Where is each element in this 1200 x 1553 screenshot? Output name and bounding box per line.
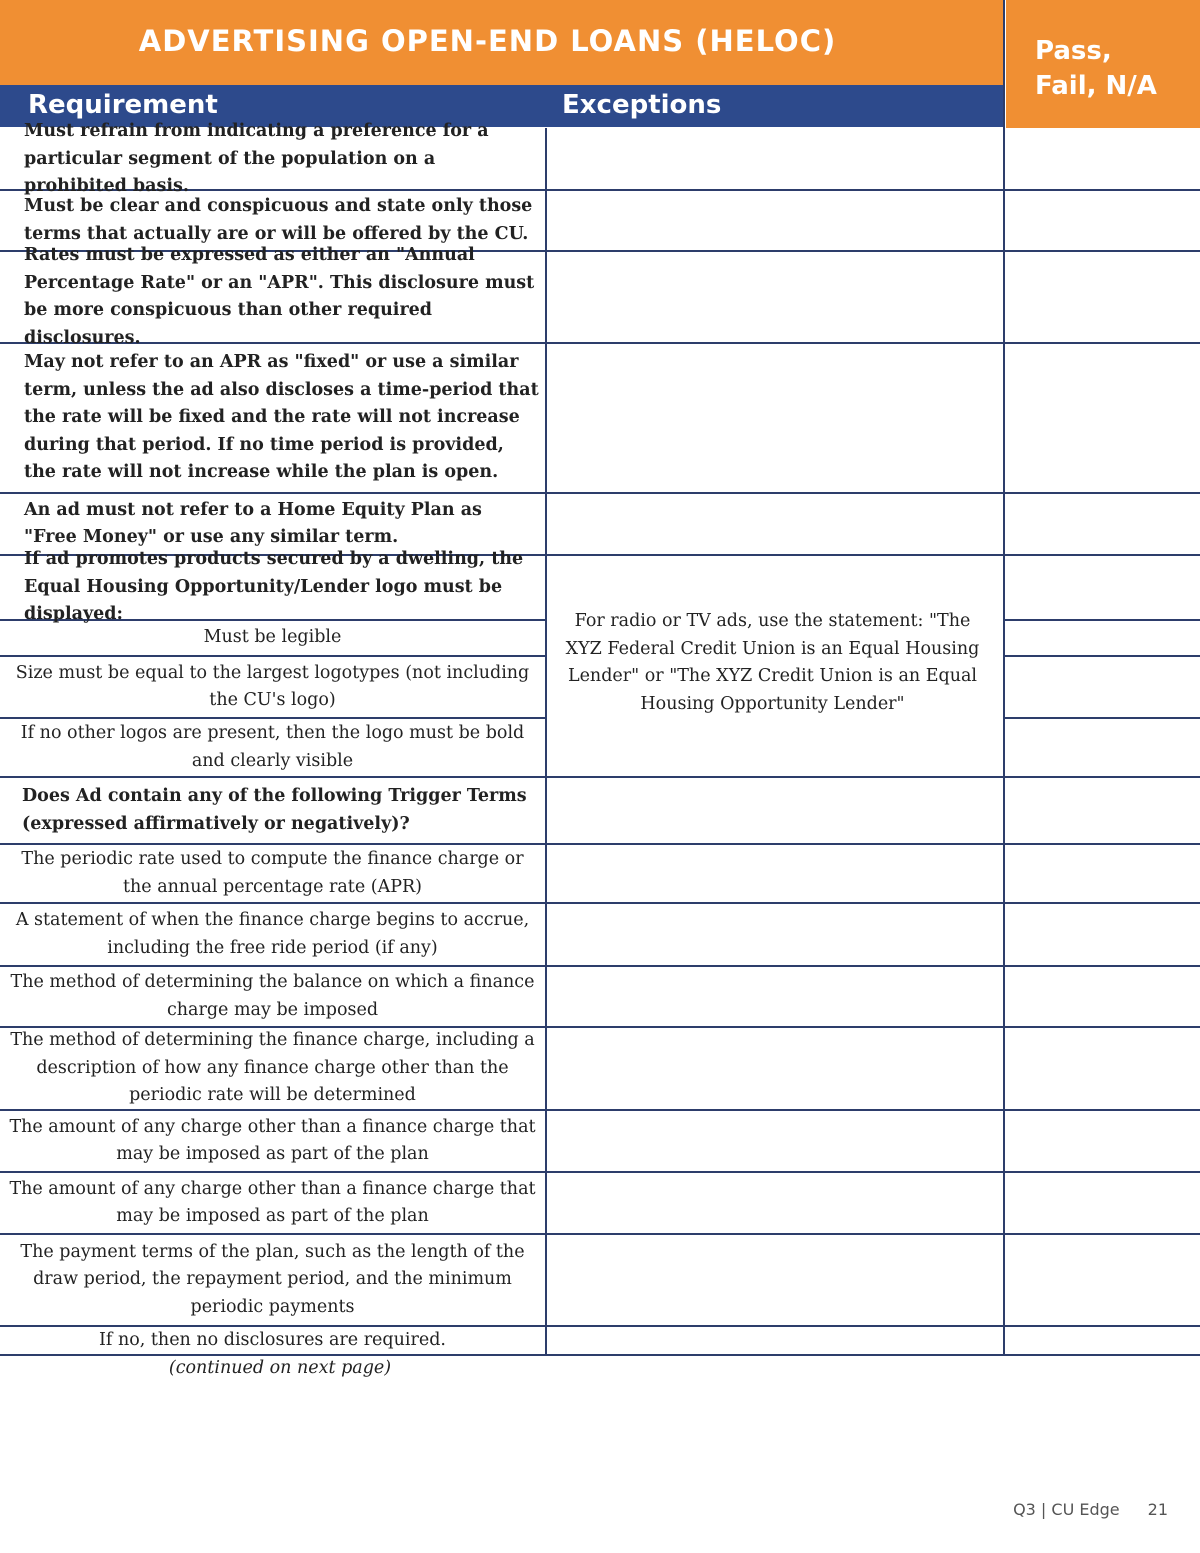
column-header-requirement: Requirement bbox=[28, 90, 218, 120]
requirement-subitem-cell: If no other logos are present, then the logo must be bold and clearly visible bbox=[20, 723, 525, 771]
continued-note: (continued on next page) bbox=[168, 1358, 392, 1378]
requirement-cell: If ad promotes products secured by a dwelling, the Equal Housing Opportunity/Lender logo must be displayed: bbox=[24, 549, 524, 625]
requirement-cell: May not refer to an APR as "fixed" or use a similar term, unless the ad also discloses a time-period that the rate will be fixed and the rate will not increase during that period. If no time period is provided, the rate will not increase while the plan is open. bbox=[24, 352, 539, 483]
page-footer bbox=[1013, 1500, 1168, 1519]
row-divider bbox=[1003, 655, 1200, 657]
requirement-subitem-cell: The method of determining the finance charge, including a description of how any finance charge other than the periodic rate will be determined bbox=[10, 1030, 535, 1106]
requirement-subitem-cell: The amount of any charge other than a finance charge that may be imposed as part of the plan bbox=[9, 1116, 536, 1164]
requirement-subitem-cell: The payment terms of the plan, such as the length of the draw period, the repayment period, and the minimum periodic payments bbox=[20, 1241, 525, 1317]
requirement-cell: Rates must be expressed as either an "Annual Percentage Rate" or an "APR". This disclosure must be more conspicuous than other required disclosures. bbox=[24, 245, 535, 348]
requirement-cell: Must refrain from indicating a preference for a particular segment of the population on a prohibited basis. bbox=[24, 121, 489, 197]
page-number: 21 bbox=[1147, 1500, 1168, 1519]
column-divider bbox=[1003, 0, 1005, 1356]
requirement-subitem-cell: If no, then no disclosures are required. bbox=[99, 1329, 446, 1350]
requirement-subitem-cell: Must be legible bbox=[203, 627, 342, 648]
column-header-result: Pass, Fail, N/A bbox=[1035, 36, 1157, 101]
requirement-subitem-cell: Size must be equal to the largest logotypes (not including the CU's logo) bbox=[15, 662, 530, 710]
requirement-subitem-cell: The periodic rate used to compute the finance charge or the annual percentage rate (APR) bbox=[21, 849, 524, 897]
equal-housing-exception-note: For radio or TV ads, use the statement: "The XYZ Federal Credit Union is an Equal Housing Lender" or "The XYZ Credit Union is an Equal Housing Opportunity Lender" bbox=[565, 611, 980, 714]
row-divider bbox=[1003, 619, 1200, 621]
requirement-cell: An ad must not refer to a Home Equity Plan as "Free Money" or use any similar term. bbox=[24, 499, 482, 547]
requirement-cell: Must be clear and conspicuous and state only those terms that actually are or will be offered by the CU. bbox=[24, 196, 533, 244]
row-divider bbox=[0, 1354, 1200, 1356]
requirement-subitem-cell: The method of determining the balance on which a finance charge may be imposed bbox=[10, 972, 535, 1020]
requirement-subitem-cell: The amount of any charge other than a finance charge that may be imposed as part of the plan bbox=[9, 1178, 536, 1226]
requirement-subitem-cell: A statement of when the finance charge begins to accrue, including the free ride period (if any) bbox=[15, 910, 530, 958]
page-title: ADVERTISING OPEN-END LOANS (HELOC) bbox=[138, 24, 837, 58]
row-divider bbox=[1003, 717, 1200, 719]
requirement-cell: Does Ad contain any of the following Trigger Terms (expressed affirmatively or negatively)? bbox=[22, 786, 527, 834]
column-header-exceptions: Exceptions bbox=[562, 90, 722, 120]
publication-name: Q3 | CU Edge bbox=[1013, 1500, 1120, 1519]
